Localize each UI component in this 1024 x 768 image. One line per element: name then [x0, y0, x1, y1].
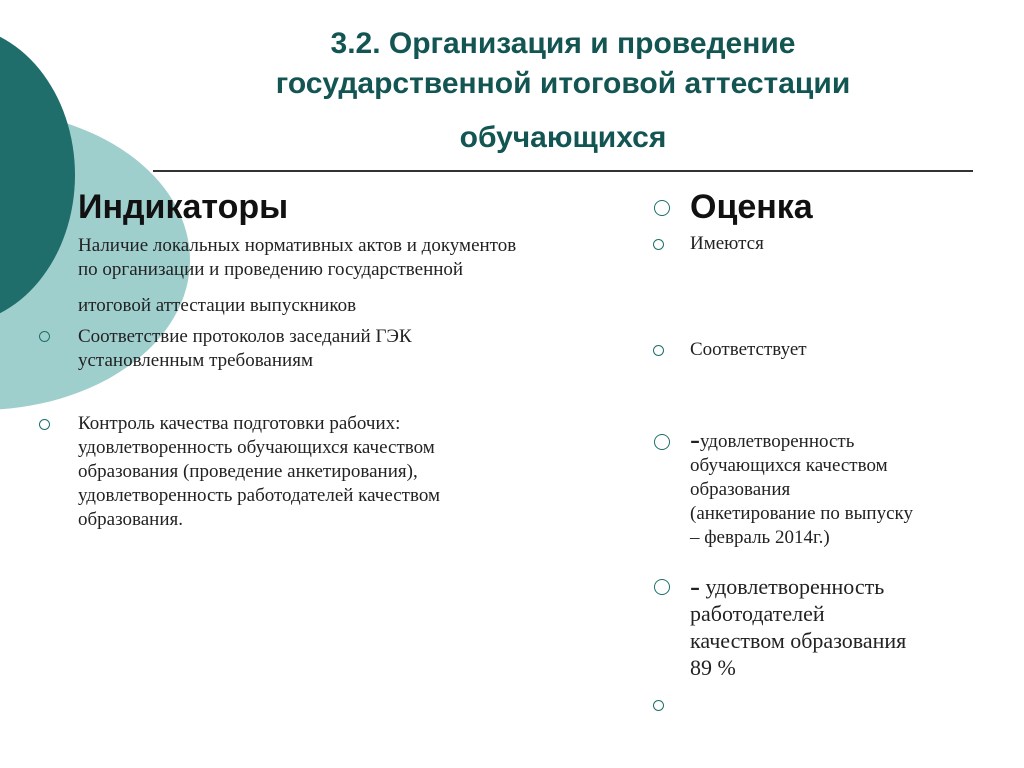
indicator-3-line-4: удовлетворенность работодателей качеством	[78, 485, 440, 506]
slide-title	[150, 24, 976, 158]
assessment-4-dash: -	[690, 570, 700, 603]
assessment-3-line-5: – февраль 2014г.)	[690, 527, 830, 548]
indicator-3-line-5: образования.	[78, 509, 183, 530]
assessment-3-line-3: образования	[690, 479, 791, 500]
title-line-1: 3.2. Организация и проведение	[330, 27, 796, 60]
indicator-3-line-1: Контроль качества подготовки рабочих:	[78, 413, 401, 434]
assessment-3-line-4: (анкетирование по выпуску	[690, 503, 913, 524]
indicator-2-line-2: установленным требованиям	[78, 350, 313, 371]
assessment-4-line-2: работодателей	[690, 601, 825, 626]
title-line-2: государственной итоговой аттестации	[275, 67, 851, 100]
assessment-4-line-3: качеством образования	[690, 628, 907, 653]
indicator-3-line-3: образования (проведение анкетирования),	[78, 461, 418, 482]
indicator-item-3	[78, 412, 618, 532]
bullet-circle-icon	[39, 419, 50, 430]
assessment-heading: Оценка	[690, 188, 813, 226]
bullet-circle-icon	[654, 434, 670, 450]
indicator-2-line-1: Соответствие протоколов заседаний ГЭК	[78, 326, 412, 347]
indicator-item-2	[78, 325, 618, 373]
assessment-4-line-1: удовлетворенность	[700, 574, 885, 599]
bullet-circle-icon	[653, 700, 664, 711]
indicator-1-line-1: Наличие локальных нормативных актов и документов	[78, 235, 517, 256]
title-line-3: обучающихся	[459, 121, 667, 154]
bullet-circle-icon	[654, 579, 670, 595]
assessment-item-3	[690, 423, 980, 550]
bullet-circle-icon	[653, 345, 664, 356]
assessment-item-4	[690, 570, 990, 681]
assessment-item-2: Соответствует	[690, 339, 807, 360]
indicator-1-line-2: по организации и проведению государственной	[78, 259, 464, 280]
assessment-3-line-1: удовлетворенность	[700, 431, 855, 452]
bullet-circle-icon	[653, 239, 664, 250]
bullet-circle-icon	[39, 331, 50, 342]
assessment-item-1: Имеются	[690, 233, 764, 254]
indicators-heading: Индикаторы	[78, 188, 289, 226]
assessment-3-line-2: обучающихся качеством	[690, 455, 888, 476]
indicator-3-line-2: удовлетворенность обучающихся качеством	[78, 437, 435, 458]
assessment-3-dash: -	[690, 423, 700, 456]
indicator-item-1	[78, 234, 618, 282]
title-divider	[153, 170, 973, 172]
assessment-4-line-4: 89 %	[690, 655, 736, 680]
indicator-1-line-3: итоговой аттестации выпускников	[78, 295, 357, 316]
bullet-circle-icon	[654, 200, 670, 216]
